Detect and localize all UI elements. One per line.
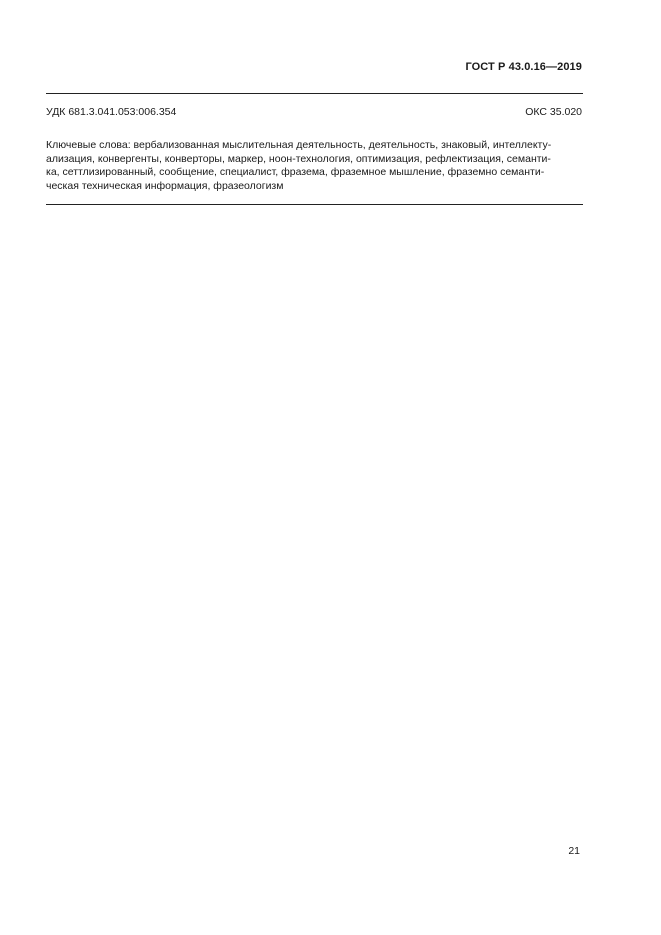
document-code: ГОСТ Р 43.0.16—2019 — [465, 61, 582, 73]
keywords-paragraph — [46, 139, 583, 193]
oks-code: ОКС 35.020 — [525, 106, 582, 118]
bottom-divider — [46, 204, 583, 205]
udk-code: УДК 681.3.041.053:006.354 — [46, 106, 177, 118]
keywords-line: ка, сеттлизированный, сообщение, специалист, фразема, фраземное мышление, фраземно семанти- — [46, 166, 545, 179]
top-divider — [46, 93, 583, 94]
keywords-line: ализация, конвергенты, конверторы, маркер, ноон-технология, оптимизация, рефлектизация, семанти- — [46, 152, 551, 165]
keywords-line: ческая техническая информация, фразеологизм — [46, 179, 284, 192]
page-number: 21 — [568, 845, 580, 857]
keywords-line: Ключевые слова: вербализованная мыслительная деятельность, деятельность, знаковый, интеллекту- — [46, 139, 552, 151]
